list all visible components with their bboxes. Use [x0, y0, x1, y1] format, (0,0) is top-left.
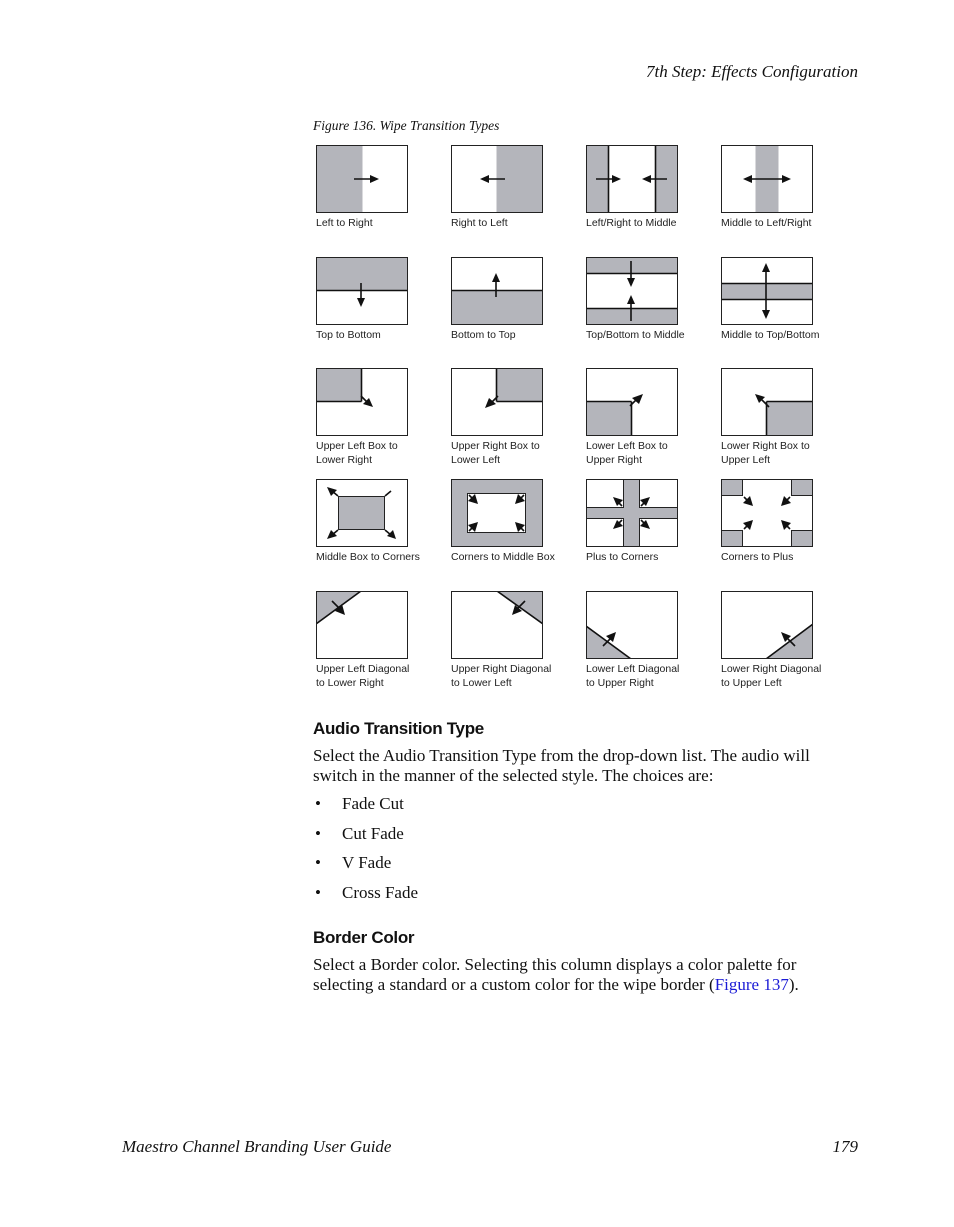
border-color-body [313, 955, 858, 994]
wipe-upper-right-diagonal-diagram [451, 591, 543, 659]
wipe-right-to-left-diagram [451, 145, 543, 213]
wipe-label: Lower Left Diagonal to Upper Right [586, 663, 680, 689]
wipe-label: Upper Left Diagonal to Lower Right [316, 663, 410, 689]
wipe-middle-box-to-corners [316, 479, 446, 565]
wipe-upper-left-box-diagram [316, 368, 408, 436]
wipe-corners-to-plus-diagram [721, 479, 813, 547]
figure-caption: Figure 136. Wipe Transition Types [313, 118, 500, 133]
wipe-right-to-left [451, 145, 581, 231]
bullet: • [315, 823, 321, 843]
list-item [313, 852, 418, 882]
wipe-label: Right to Left [451, 217, 508, 229]
wipe-upper-right-diagonal [451, 591, 581, 690]
wipe-label: Upper Right Box to Lower Left [451, 440, 540, 466]
wipe-label: Middle to Top/Bottom [721, 329, 820, 341]
bullet: • [315, 794, 321, 813]
wipe-middle-to-top-bottom [721, 257, 851, 343]
wipe-corners-to-middle-box [451, 479, 581, 565]
list-item [313, 823, 418, 853]
wipe-corners-to-middle-box-diagram [451, 479, 543, 547]
wipe-lower-left-box-diagram [586, 368, 678, 436]
running-head: 7th Step: Effects Configuration [645, 62, 858, 81]
audio-choices-list [313, 793, 418, 912]
wipe-bottom-to-top-diagram [451, 257, 543, 325]
wipe-upper-right-box-diagram [451, 368, 543, 436]
audio-transition-body: Select the Audio Transition Type from the drop-down list. The audio will switch in the manner of the selected style. The choices are: [313, 746, 810, 785]
bullet: • [315, 853, 321, 873]
wipe-bottom-to-top [451, 257, 581, 343]
bullet: • [315, 883, 321, 903]
audio-transition-heading: Audio Transition Type [313, 719, 484, 738]
wipe-label: Top to Bottom [316, 329, 381, 341]
wipe-corners-to-plus [721, 479, 851, 565]
wipe-middle-box-to-corners-diagram [316, 479, 408, 547]
wipe-label: Plus to Corners [586, 551, 659, 563]
wipe-top-bottom-to-middle [586, 257, 716, 343]
wipe-types-figure [316, 145, 836, 705]
wipe-plus-to-corners [586, 479, 716, 565]
wipe-top-bottom-to-middle-diagram [586, 257, 678, 325]
border-body-end: ). [788, 974, 799, 994]
wipe-top-to-bottom [316, 257, 446, 343]
list-item [313, 793, 418, 823]
wipe-middle-to-left-right [721, 145, 851, 231]
border-body-text: Select a Border color. Selecting this column displays a color palette for selecting a standard or a custom color for the wipe border ( [313, 955, 797, 994]
figure-137-link[interactable]: Figure 137 [714, 974, 789, 994]
wipe-label: Upper Left Box to Lower Right [316, 440, 398, 466]
wipe-upper-left-diagonal [316, 591, 446, 690]
wipe-left-to-right-diagram [316, 145, 408, 213]
wipe-label: Middle Box to Corners [316, 551, 420, 563]
wipe-middle-to-top-bottom-diagram [721, 257, 813, 325]
wipe-left-right-to-middle [586, 145, 716, 231]
wipe-label: Upper Right Diagonal to Lower Left [451, 663, 552, 689]
wipe-label: Lower Right Diagonal to Upper Left [721, 663, 822, 689]
page-number: 179 [832, 1137, 858, 1156]
wipe-upper-right-box [451, 368, 581, 467]
wipe-lower-right-diagonal-diagram [721, 591, 813, 659]
wipe-label: Bottom to Top [451, 329, 516, 341]
wipe-lower-left-box [586, 368, 716, 467]
wipe-label: Top/Bottom to Middle [586, 329, 685, 341]
wipe-top-to-bottom-diagram [316, 257, 408, 325]
wipe-lower-right-diagonal [721, 591, 851, 690]
list-item [313, 882, 418, 912]
wipe-label: Corners to Plus [721, 551, 794, 563]
wipe-label: Left to Right [316, 217, 373, 229]
choice-text: Fade Cut [342, 794, 404, 813]
choice-text: V Fade [342, 853, 392, 873]
wipe-left-to-right [316, 145, 446, 231]
wipe-lower-left-diagonal-diagram [586, 591, 678, 659]
wipe-label: Lower Left Box to Upper Right [586, 440, 668, 466]
border-color-heading: Border Color [313, 928, 415, 947]
wipe-label: Middle to Left/Right [721, 217, 812, 229]
wipe-upper-left-box [316, 368, 446, 467]
wipe-lower-right-box-diagram [721, 368, 813, 436]
wipe-middle-to-left-right-diagram [721, 145, 813, 213]
choice-text: Cross Fade [342, 883, 419, 903]
wipe-plus-to-corners-diagram [586, 479, 678, 547]
wipe-lower-left-diagonal [586, 591, 716, 690]
choice-text: Cut Fade [342, 823, 404, 843]
wipe-label: Corners to Middle Box [451, 551, 555, 563]
wipe-label: Lower Right Box to Upper Left [721, 440, 810, 466]
wipe-upper-left-diagonal-diagram [316, 591, 408, 659]
wipe-left-right-to-middle-diagram [586, 145, 678, 213]
wipe-label: Left/Right to Middle [586, 217, 677, 229]
wipe-lower-right-box [721, 368, 851, 467]
footer-title: Maestro Channel Branding User Guide [122, 1137, 392, 1156]
